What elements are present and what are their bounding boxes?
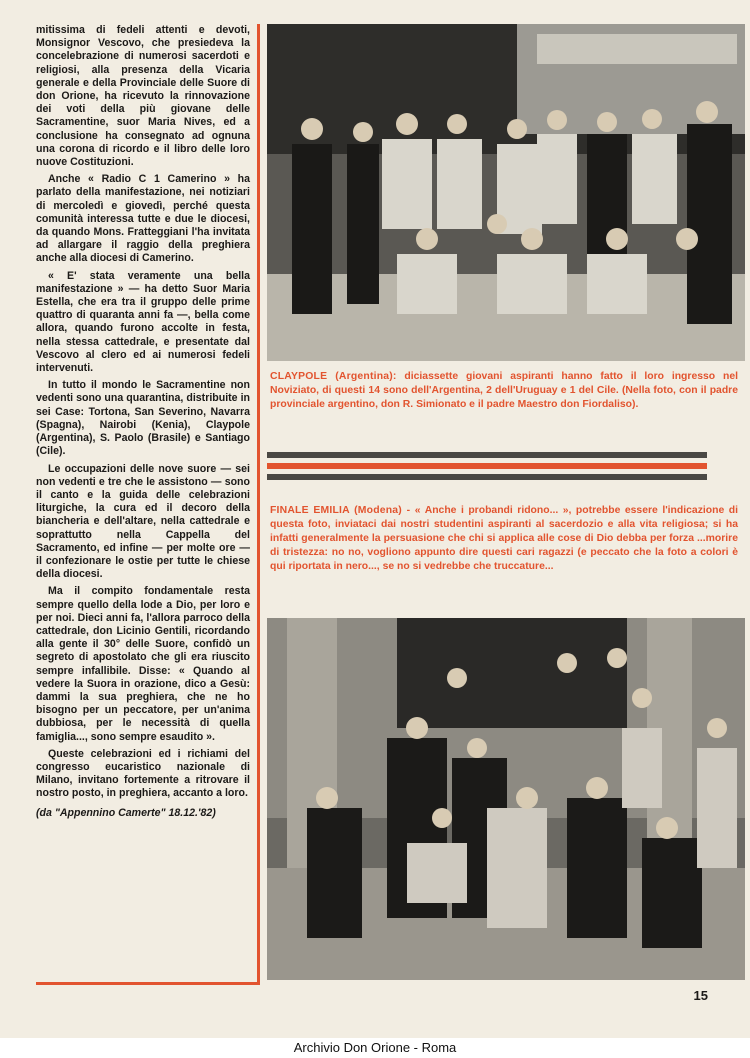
caption-place: CLAYPOLE (Argentina): <box>270 371 397 382</box>
caption-text: diciassette giovani aspiranti hanno fatto il loro ingresso nel Noviziato, di questi 14 sono dell'Argentina, 2 dell'Uruguay e 1 del Cile. (Nella foto, con il padre provinciale argentino, don R. Simionato e il padre Maestro don Fiordaliso). <box>270 371 738 410</box>
article-paragraph: mitissima di fedeli attenti e devoti, Monsignor Vescovo, che presiedeva la concelebrazione di numerosi sacerdoti e religiosi, alla presenza della Vicaria generale e della Provinciale delle Suore di don Orione, ha ricevuto la rinnovazione dei voti della più giovane delle Sacramentine, suor Maria Nives, ed a conclusione ha consegnato ad ognuna una corona di ricordo e il libro delle loro nuove Costituzioni. <box>36 24 250 169</box>
column-divider-vertical <box>257 24 260 982</box>
article-source: (da "Appennino Camerte" 18.12.'82) <box>36 806 216 819</box>
caption-place: FINALE EMILIA (Modena) - <box>270 505 411 516</box>
article-column <box>36 24 250 824</box>
article-paragraph: Ma il compito fondamentale resta sempre quello della lode a Dio, per loro e per noi. Dieci anni fa, l'allora parroco della cattedrale, don Licinio Gentili, ricordando alla gente il 30° delle Suore, confidò un segreto di apostolato che gli era riuscito sempre infallibile. Disse: « Quando al vedere la Suora in orazione, dico a Gesù: dammi la sua preghiera, che ne ho bisogno per un peccatore, per un'anima dubbiosa, per le necessità di quella famiglia..., sono sempre esaudito ». <box>36 585 250 743</box>
caption-text: « Anche i probandi ridono... », potrebbe essere l'indicazione di questa foto, inviataci dai nostri studentini aspiranti al sacerdozio e alla vita religiosa; si ha infatti generalmente la persuasione che chi si applica alle cose di Dio debba per forza ...morire di tristezza: no no, vogliono appunto dire questi cari ragazzi (e peccato che la foto a colori è qui riportata in nero..., se no si vedrebbe che truccature... <box>270 505 738 572</box>
claypole-group-photo <box>267 24 745 361</box>
article-paragraph: Le occupazioni delle nove suore — sei non vedenti e tre che le assistono — sono il canto e la guida delle celebrazioni liturgiche, la cura ed il decoro della biancheria e dell'altare, nella cattedrale e soprattutto nella Cappella del Sacramento, ed infine — per molte ore — il confezionare le ostie per tutte le chiese della diocesi. <box>36 462 250 581</box>
article-paragraph: « E' stata veramente una bella manifestazione » — ha detto Suor Maria Estella, che era tra il gruppo delle prime quattro di quaranta anni fa —, bella come allora, quando furono accolte in festa, nella stessa cattedrale, e presentate dal Vescovo al clero ed ai numerosi fedeli intervenuti. <box>36 269 250 375</box>
article-paragraph: Anche « Radio C 1 Camerino » ha parlato della manifestazione, nei notiziari di mercoledì e giovedì, perché questa comunità interessa tutte e due le diocesi, da quando Mons. Fratteggiani l'ha invitata ad allargare il raggio della preghiera anche alla diocesi di Camerino. <box>36 173 250 265</box>
column-divider-horizontal <box>36 982 260 985</box>
article-paragraph: Queste celebrazioni ed i richiami del congresso eucaristico nazionale di Milano, invitano fortemente a ritrovare il nostro posto, in preghiera, accanto a loro. <box>36 747 250 800</box>
finale-emilia-caption <box>270 504 738 574</box>
page-number: 15 <box>693 988 708 1003</box>
finale-emilia-costume-photo <box>267 618 745 980</box>
decorative-stripes <box>267 452 707 485</box>
claypole-caption <box>270 370 738 412</box>
archive-footer: Archivio Don Orione - Roma <box>0 1038 750 1058</box>
article-paragraph: In tutto il mondo le Sacramentine non vedenti sono una quarantina, distribuite in sei Case: Tortona, San Severino, Navarra (Spagna), Nairobi (Kenia), Claypole (Argentina), S. Paolo (Brasile) e Santiago (Cile). <box>36 379 250 458</box>
